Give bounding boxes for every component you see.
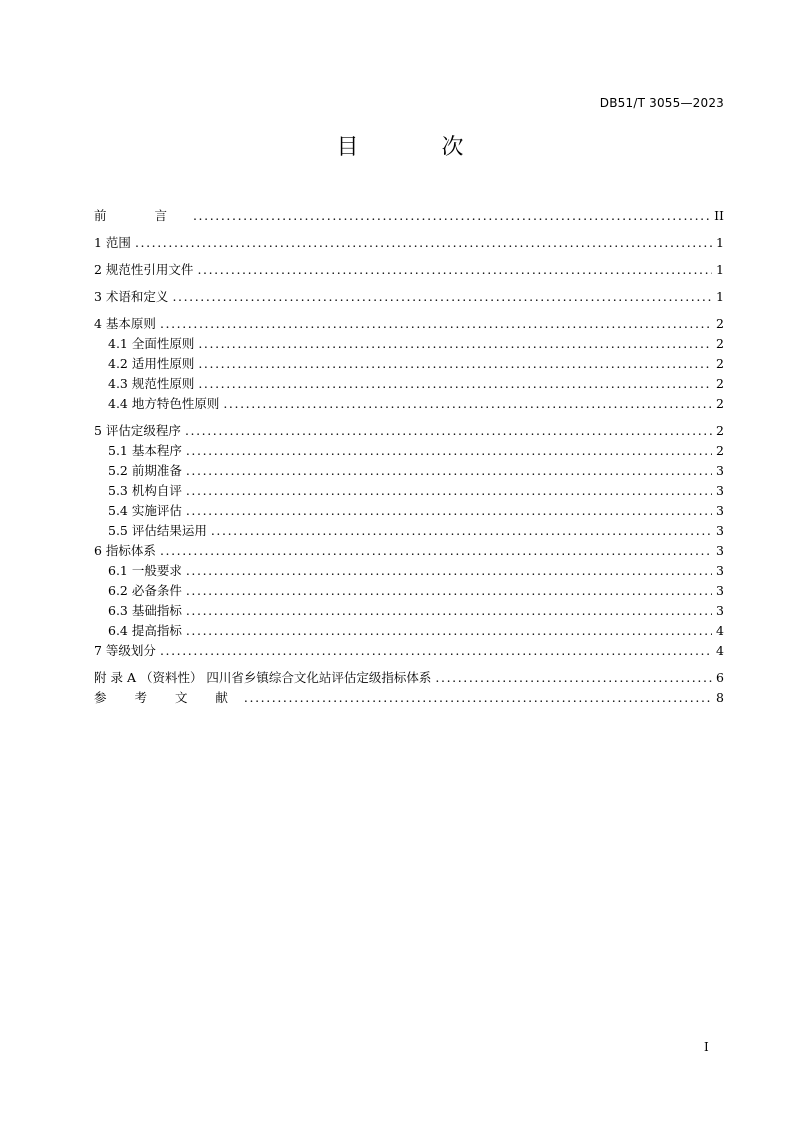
toc-entry-5-2[interactable] xyxy=(94,461,724,481)
toc-page-number: 2 xyxy=(716,396,724,411)
toc-leader-dots xyxy=(186,601,712,621)
toc-page-number: 4 xyxy=(716,623,724,638)
toc-page-number: 6 xyxy=(716,670,724,685)
toc-label: 3 术语和定义 xyxy=(94,289,169,304)
toc-label: 5.1 基本程序 xyxy=(108,443,182,458)
toc-leader-dots xyxy=(160,314,712,334)
toc-entry-references[interactable] xyxy=(94,688,724,708)
toc-leader-dots xyxy=(186,561,712,581)
toc-leader-dots xyxy=(186,481,712,501)
toc-leader-dots xyxy=(172,287,712,307)
toc-leader-dots xyxy=(186,581,712,601)
toc-leader-dots xyxy=(197,260,712,280)
toc-leader-dots xyxy=(160,541,712,561)
toc-entry-4-2[interactable] xyxy=(94,354,724,374)
toc-label: 6.3 基础指标 xyxy=(108,603,182,618)
toc-leader-dots xyxy=(185,421,712,441)
toc-page-number: 4 xyxy=(716,643,724,658)
toc-label: 5.3 机构自评 xyxy=(108,483,182,498)
toc-label: 5.4 实施评估 xyxy=(108,503,182,518)
toc-entry-5-5[interactable] xyxy=(94,521,724,541)
toc-entry-6-4[interactable] xyxy=(94,621,724,641)
toc-page-number: 3 xyxy=(716,463,724,478)
toc-page-number: 3 xyxy=(716,483,724,498)
toc-leader-dots xyxy=(186,501,712,521)
toc-label: 5 评估定级程序 xyxy=(94,423,181,438)
toc-label: 2 规范性引用文件 xyxy=(94,262,194,277)
toc-entry-5-3[interactable] xyxy=(94,481,724,501)
toc-entry-6-2[interactable] xyxy=(94,581,724,601)
toc-entry-4-3[interactable] xyxy=(94,374,724,394)
toc-page-number: 2 xyxy=(716,316,724,331)
toc-page-number: 1 xyxy=(716,289,724,304)
toc-label: 1 范围 xyxy=(94,235,131,250)
toc-page-number: 8 xyxy=(716,690,724,705)
toc-page-number: 2 xyxy=(716,376,724,391)
toc-label: 参 考 文 献 xyxy=(94,690,240,705)
toc-page-number: 2 xyxy=(716,423,724,438)
toc-label: 4.3 规范性原则 xyxy=(108,376,195,391)
toc-page-number: II xyxy=(714,208,724,223)
toc-entry-4[interactable] xyxy=(94,314,724,334)
toc-entry-5[interactable] xyxy=(94,421,724,441)
toc-entry-6-3[interactable] xyxy=(94,601,724,621)
toc-entry-4-1[interactable] xyxy=(94,334,724,354)
toc-entry-5-4[interactable] xyxy=(94,501,724,521)
toc-label: 6.2 必备条件 xyxy=(108,583,182,598)
toc-page-number: 3 xyxy=(716,603,724,618)
table-of-contents xyxy=(94,206,724,708)
toc-leader-dots xyxy=(193,206,710,226)
toc-page-number: 3 xyxy=(716,503,724,518)
toc-label: 6.4 提高指标 xyxy=(108,623,182,638)
toc-page-number: 3 xyxy=(716,543,724,558)
toc-entry-6[interactable] xyxy=(94,541,724,561)
toc-page-number: 3 xyxy=(716,563,724,578)
toc-page-number: 3 xyxy=(716,523,724,538)
toc-entry-1[interactable] xyxy=(94,233,724,253)
toc-page-number: 1 xyxy=(716,262,724,277)
toc-page-number: 1 xyxy=(716,235,724,250)
toc-page-number: 2 xyxy=(716,356,724,371)
toc-label: 5.2 前期准备 xyxy=(108,463,182,478)
toc-label: 前 言 xyxy=(94,208,189,223)
page-number: I xyxy=(704,1040,709,1054)
toc-leader-dots xyxy=(186,621,712,641)
toc-entry-foreword[interactable] xyxy=(94,206,724,226)
toc-label: 5.5 评估结果运用 xyxy=(108,523,207,538)
toc-leader-dots xyxy=(198,354,712,374)
toc-label: 6 指标体系 xyxy=(94,543,156,558)
document-code: DB51/T 3055—2023 xyxy=(599,96,724,110)
toc-leader-dots xyxy=(198,374,712,394)
page-title: 目 次 xyxy=(336,135,502,160)
toc-leader-dots xyxy=(186,461,712,481)
toc-page-number: 3 xyxy=(716,583,724,598)
toc-page-number: 2 xyxy=(716,443,724,458)
toc-label: 4.2 适用性原则 xyxy=(108,356,195,371)
toc-leader-dots xyxy=(186,441,712,461)
toc-entry-3[interactable] xyxy=(94,287,724,307)
toc-label: 4 基本原则 xyxy=(94,316,156,331)
toc-leader-dots xyxy=(135,233,712,253)
toc-leader-dots xyxy=(244,688,712,708)
toc-entry-4-4[interactable] xyxy=(94,394,724,414)
toc-leader-dots xyxy=(435,668,712,688)
toc-label: 4.4 地方特色性原则 xyxy=(108,396,220,411)
toc-page-number: 2 xyxy=(716,336,724,351)
toc-leader-dots xyxy=(223,394,712,414)
toc-label: 7 等级划分 xyxy=(94,643,156,658)
toc-leader-dots xyxy=(198,334,712,354)
toc-label: 附 录 A （资料性） 四川省乡镇综合文化站评估定级指标体系 xyxy=(94,670,432,685)
toc-leader-dots xyxy=(160,641,712,661)
toc-entry-5-1[interactable] xyxy=(94,441,724,461)
toc-label: 4.1 全面性原则 xyxy=(108,336,195,351)
toc-entry-2[interactable] xyxy=(94,260,724,280)
toc-leader-dots xyxy=(211,521,712,541)
toc-label: 6.1 一般要求 xyxy=(108,563,182,578)
toc-entry-appendix-a[interactable] xyxy=(94,668,724,688)
toc-entry-6-1[interactable] xyxy=(94,561,724,581)
toc-entry-7[interactable] xyxy=(94,641,724,661)
